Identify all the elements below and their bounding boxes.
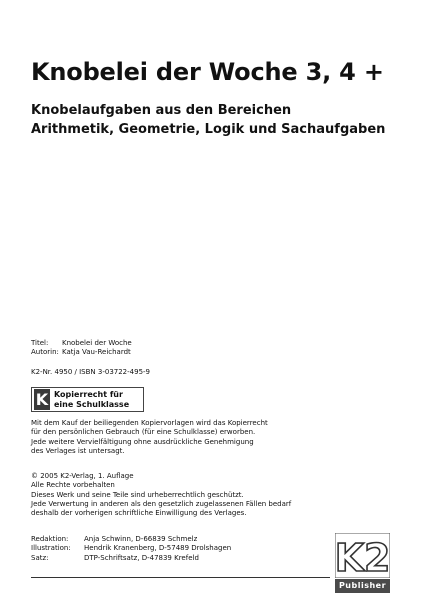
credit-value: DTP-Schriftsatz, D-47839 Krefeld — [84, 553, 199, 562]
rights-line: Jede Verwertung in anderen als den gesetzlich zugelassenen Fällen bedarf — [31, 499, 292, 508]
book-meta — [31, 339, 132, 358]
subtitle-line-2: Arithmetik, Geometrie, Logik und Sachaufgaben — [31, 122, 386, 137]
credit-value: Hendrik Kranenberg, D-57489 Drolshagen — [84, 544, 232, 553]
k2-mark: K2 — [335, 536, 390, 578]
copyright-notice — [31, 419, 268, 456]
notice-line: für den persönlichen Gebrauch (für eine Schulklasse) erworben. — [31, 428, 256, 437]
credit-row — [31, 544, 231, 553]
book-title: Knobelei der Woche 3, 4 + — [31, 58, 384, 86]
rights-line: Dieses Werk und seine Teile sind urheberrechtlich geschützt. — [31, 490, 244, 499]
copyright-badge — [31, 387, 144, 412]
publisher-label: Publisher — [335, 579, 390, 593]
credits — [31, 535, 231, 563]
isbn-line: K2-Nr. 4950 / ISBN 3-03722-495-9 — [31, 368, 150, 376]
book-subtitle — [31, 101, 385, 139]
meta-author-row — [31, 348, 132, 357]
copyright-badge-line-1: Kopierrecht für — [54, 389, 123, 399]
rights-line: © 2005 K2-Verlag, 1. Auflage — [31, 472, 134, 480]
meta-title-row — [31, 339, 132, 348]
credit-value: Anja Schwinn, D-66839 Schmelz — [84, 535, 198, 543]
meta-title-value: Knobelei der Woche — [62, 339, 132, 347]
credit-label: Illustration: — [31, 544, 71, 553]
notice-line: Mit dem Kauf der beiliegenden Kopiervorlagen wird das Kopierrecht — [31, 419, 268, 427]
meta-title-label: Titel: — [31, 339, 49, 347]
publisher-logo — [335, 533, 390, 593]
copyright-badge-line-2: eine Schulklasse — [54, 399, 130, 409]
copyright-k-mark: K — [35, 390, 49, 409]
credit-label: Redaktion: — [31, 535, 69, 543]
credit-label: Satz: — [31, 553, 49, 562]
meta-author-value: Katja Vau-Reichardt — [62, 348, 131, 357]
notice-line: des Verlages ist untersagt. — [31, 446, 125, 455]
notice-line: Jede weitere Vervielfältigung ohne ausdrückliche Genehmigung — [31, 437, 254, 446]
credit-row — [31, 535, 231, 544]
k2-logo-icon — [335, 533, 390, 578]
credit-row — [31, 554, 231, 563]
subtitle-line-1: Knobelaufgaben aus den Bereichen — [31, 103, 292, 118]
meta-author-label: Autorin: — [31, 348, 59, 357]
copyright-badge-text — [54, 390, 129, 410]
rights-line: Alle Rechte vorbehalten — [31, 481, 115, 490]
footer-rule — [31, 577, 330, 578]
rights-notice — [31, 472, 291, 518]
rights-line: deshalb der vorherigen schriftliche Einwilligung des Verlages. — [31, 509, 247, 518]
